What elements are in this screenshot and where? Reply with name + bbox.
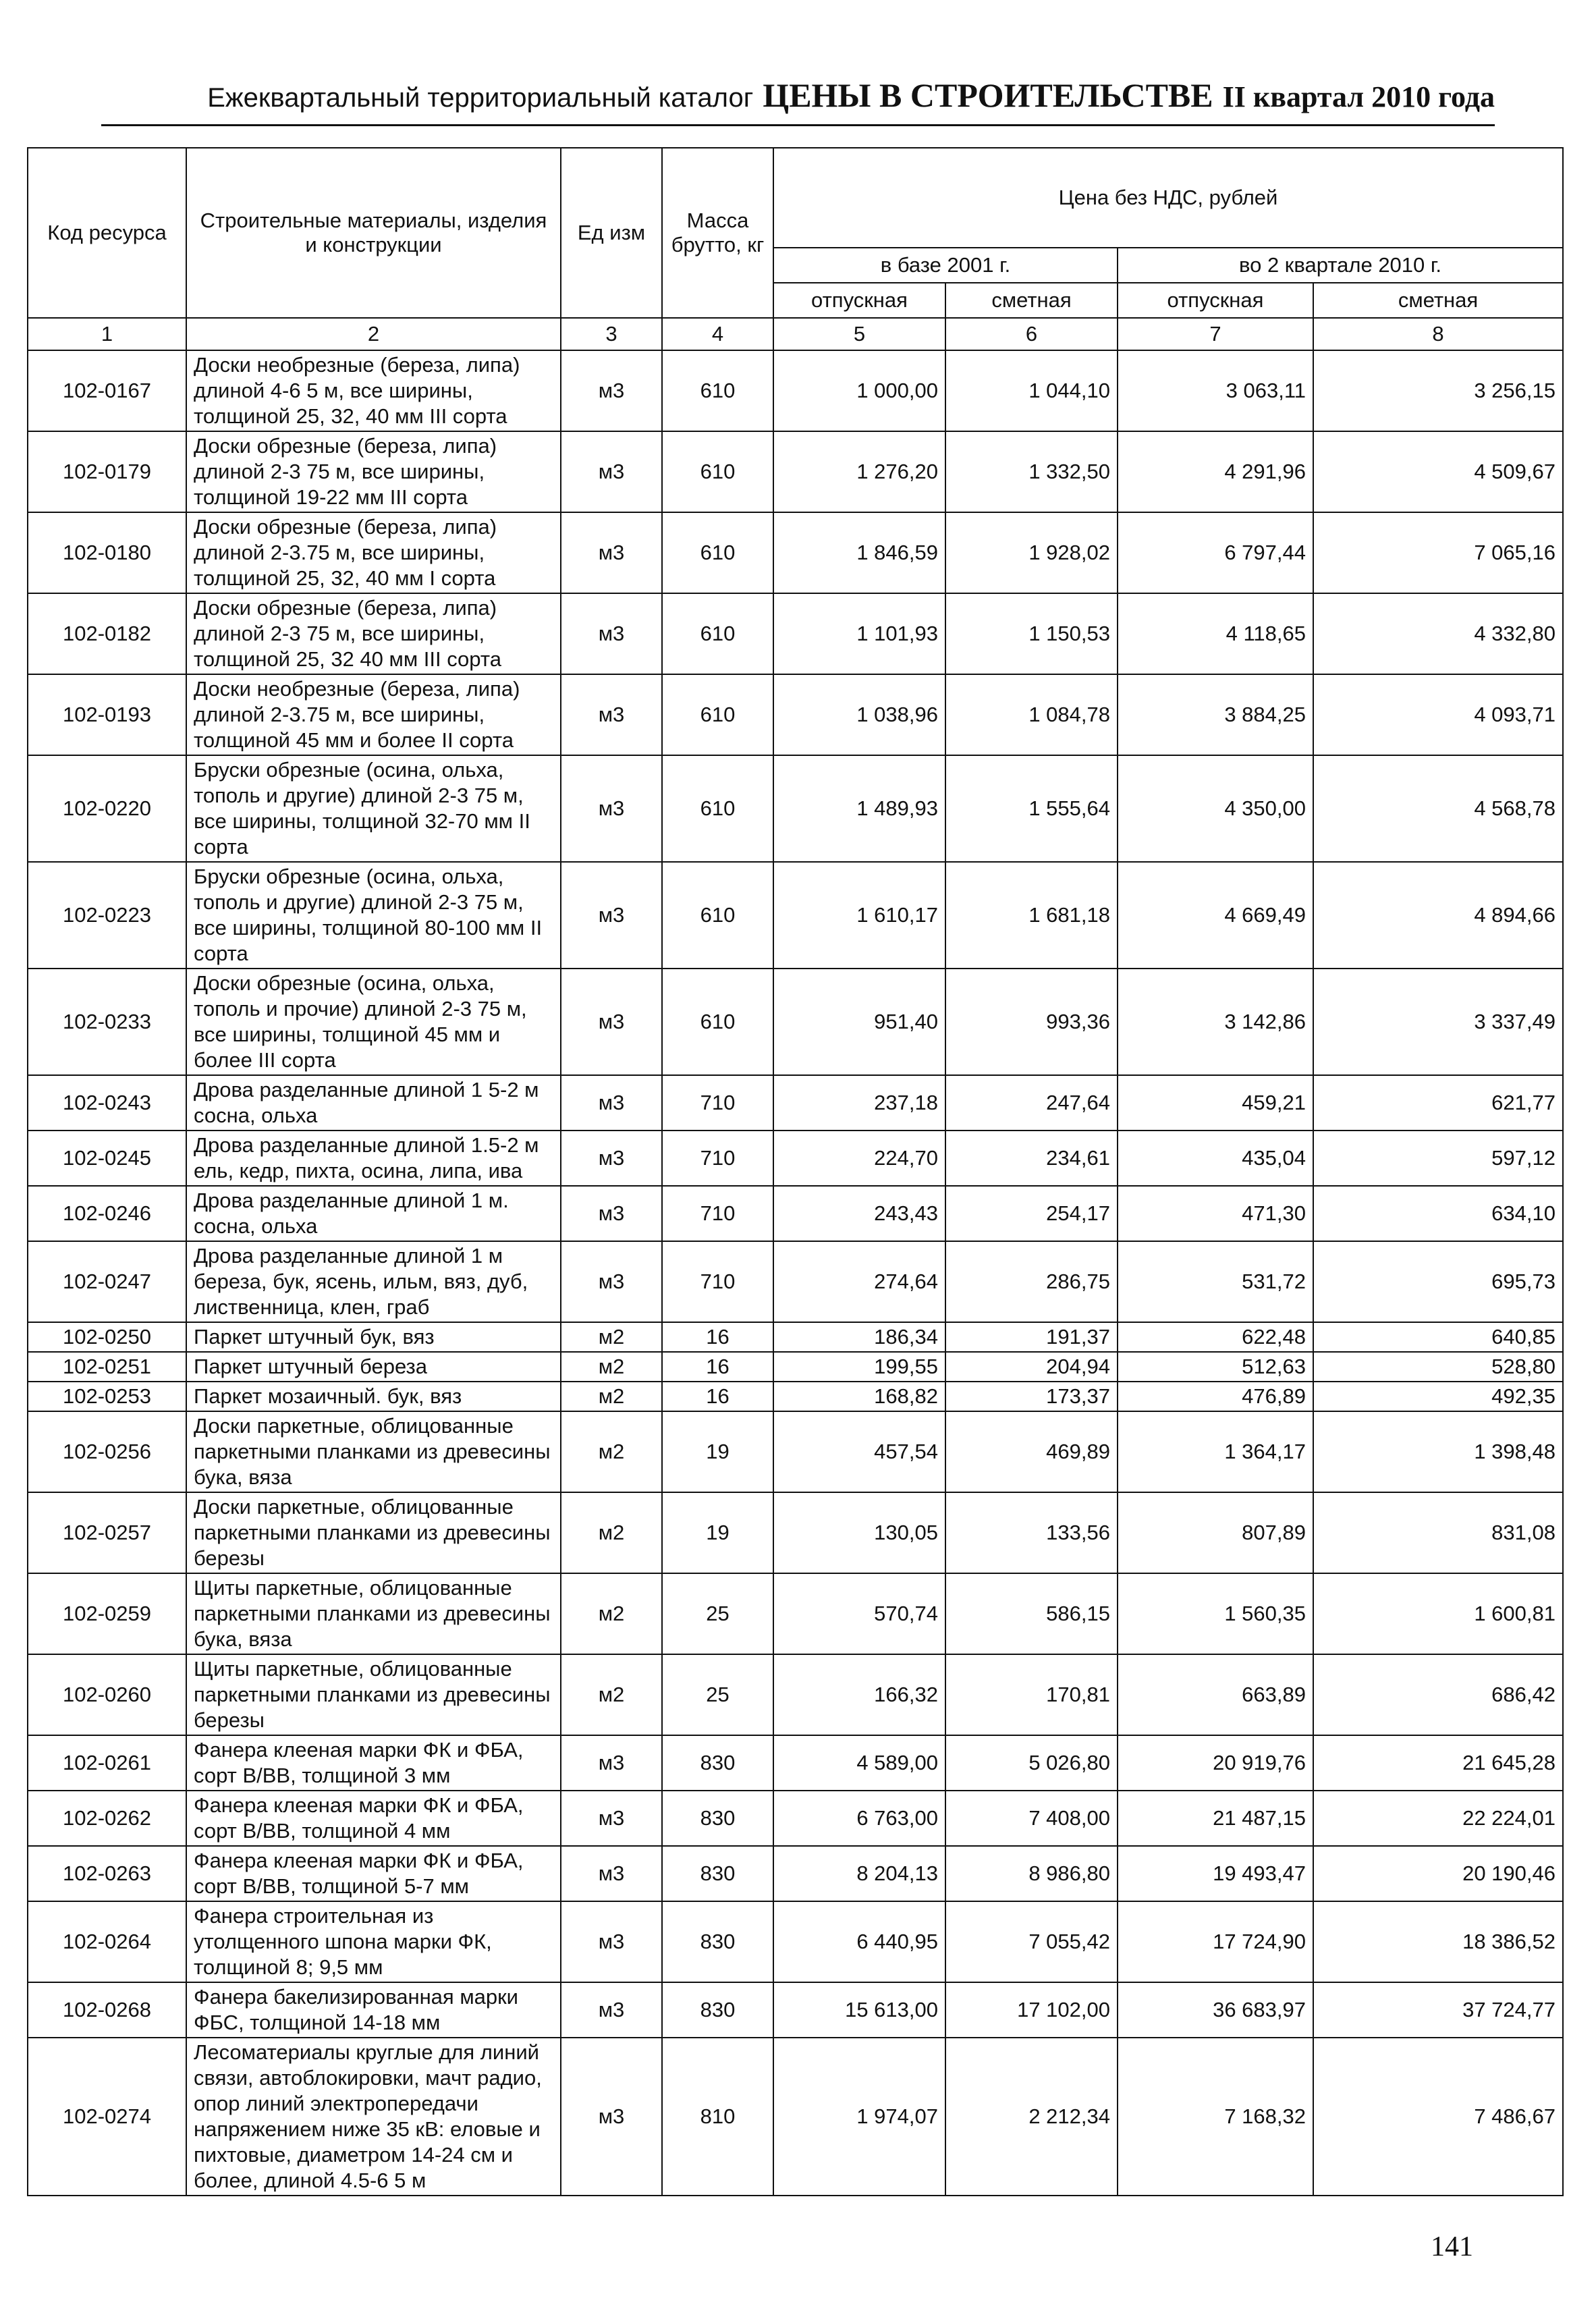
- column-number: 8: [1313, 318, 1563, 350]
- table-row: [28, 350, 1563, 431]
- unit: м3: [561, 1241, 662, 1322]
- material-name: Паркет штучный береза: [186, 1352, 561, 1382]
- base-sell-price: 1 489,93: [773, 755, 945, 862]
- gross-mass: 19: [662, 1492, 773, 1573]
- q2-sell-price: 807,89: [1118, 1492, 1313, 1573]
- gross-mass: 16: [662, 1322, 773, 1352]
- unit: м3: [561, 862, 662, 969]
- gross-mass: 610: [662, 512, 773, 593]
- header-base-estimate: сметная: [945, 283, 1118, 318]
- base-sell-price: 199,55: [773, 1352, 945, 1382]
- q2-estimate-price: 4 568,78: [1313, 755, 1563, 862]
- column-number-row: [28, 318, 1563, 350]
- gross-mass: 830: [662, 1735, 773, 1791]
- q2-estimate-price: 621,77: [1313, 1075, 1563, 1131]
- resource-code: 102-0263: [28, 1846, 186, 1901]
- unit: м3: [561, 1846, 662, 1901]
- table-row: [28, 1791, 1563, 1846]
- q2-estimate-price: 686,42: [1313, 1654, 1563, 1735]
- q2-sell-price: 4 118,65: [1118, 593, 1313, 674]
- q2-sell-price: 471,30: [1118, 1186, 1313, 1241]
- page-number: 141: [1431, 2231, 1473, 2262]
- header-price: Цена без НДС, рублей: [773, 148, 1563, 248]
- q2-sell-price: 435,04: [1118, 1131, 1313, 1186]
- base-sell-price: 274,64: [773, 1241, 945, 1322]
- unit: м3: [561, 1901, 662, 1982]
- q2-sell-price: 17 724,90: [1118, 1901, 1313, 1982]
- q2-sell-price: 1 560,35: [1118, 1573, 1313, 1654]
- catalog-prefix: Ежеквартальный территориальный каталог: [207, 83, 754, 113]
- q2-estimate-price: 3 256,15: [1313, 350, 1563, 431]
- catalog-title: ЦЕНЫ В СТРОИТЕЛЬСТВЕ: [763, 76, 1213, 114]
- base-sell-price: 15 613,00: [773, 1982, 945, 2038]
- resource-code: 102-0250: [28, 1322, 186, 1352]
- table-row: [28, 1982, 1563, 2038]
- column-number: 5: [773, 318, 945, 350]
- q2-estimate-price: 492,35: [1313, 1382, 1563, 1411]
- table-row: [28, 969, 1563, 1075]
- unit: м2: [561, 1322, 662, 1352]
- material-name: Дрова разделанные длиной 1 м. сосна, ольха: [186, 1186, 561, 1241]
- q2-estimate-price: 18 386,52: [1313, 1901, 1563, 1982]
- q2-estimate-price: 528,80: [1313, 1352, 1563, 1382]
- material-name: Дрова разделанные длиной 1 5-2 м сосна, ольха: [186, 1075, 561, 1131]
- q2-sell-price: 512,63: [1118, 1352, 1313, 1382]
- material-name: Доски паркетные, облицованные паркетными планками из древесины березы: [186, 1492, 561, 1573]
- unit: м3: [561, 2038, 662, 2196]
- base-estimate-price: 204,94: [945, 1352, 1118, 1382]
- material-name: Бруски обрезные (осина, ольха, тополь и другие) длиной 2-3 75 м, все ширины, толщиной 80-100 мм II сорта: [186, 862, 561, 969]
- table-row: [28, 593, 1563, 674]
- table-row: [28, 1352, 1563, 1382]
- resource-code: 102-0247: [28, 1241, 186, 1322]
- base-sell-price: 457,54: [773, 1411, 945, 1492]
- unit: м3: [561, 674, 662, 755]
- material-name: Фанера клееная марки ФК и ФБА, сорт В/ВВ, толщиной 5-7 мм: [186, 1846, 561, 1901]
- base-estimate-price: 286,75: [945, 1241, 1118, 1322]
- table-row: [28, 1322, 1563, 1352]
- q2-sell-price: 476,89: [1118, 1382, 1313, 1411]
- table-row: [28, 862, 1563, 969]
- header-unit: Ед изм: [561, 148, 662, 318]
- base-sell-price: 1 000,00: [773, 350, 945, 431]
- material-name: Доски обрезные (береза, липа) длиной 2-3 75 м, все ширины, толщиной 19-22 мм III сорта: [186, 431, 561, 512]
- table-row: [28, 1492, 1563, 1573]
- resource-code: 102-0179: [28, 431, 186, 512]
- header-mass: Масса брутто, кг: [662, 148, 773, 318]
- resource-code: 102-0243: [28, 1075, 186, 1131]
- base-estimate-price: 1 084,78: [945, 674, 1118, 755]
- material-name: Доски обрезные (осина, ольха, тополь и прочие) длиной 2-3 75 м, все ширины, толщиной 45 мм и более III сорта: [186, 969, 561, 1075]
- q2-estimate-price: 21 645,28: [1313, 1735, 1563, 1791]
- q2-sell-price: 20 919,76: [1118, 1735, 1313, 1791]
- header-q2-sell: отпускная: [1118, 283, 1313, 318]
- q2-estimate-price: 640,85: [1313, 1322, 1563, 1352]
- gross-mass: 610: [662, 593, 773, 674]
- base-sell-price: 951,40: [773, 969, 945, 1075]
- resource-code: 102-0223: [28, 862, 186, 969]
- table-row: [28, 431, 1563, 512]
- page-header: [101, 76, 1495, 126]
- resource-code: 102-0251: [28, 1352, 186, 1382]
- material-name: Лесоматериалы круглые для линий связи, автоблокировки, мачт радио, опор линий электропередачи напряжением ниже 35 кВ: еловые и пихтовые, диаметром 14-24 см и более, длиной 4.5-6 5 м: [186, 2038, 561, 2196]
- unit: м3: [561, 1131, 662, 1186]
- gross-mass: 16: [662, 1382, 773, 1411]
- table-row: [28, 1382, 1563, 1411]
- q2-estimate-price: 3 337,49: [1313, 969, 1563, 1075]
- q2-sell-price: 4 350,00: [1118, 755, 1313, 862]
- column-number: 7: [1118, 318, 1313, 350]
- base-estimate-price: 1 555,64: [945, 755, 1118, 862]
- material-name: Фанера бакелизированная марки ФБС, толщиной 14-18 мм: [186, 1982, 561, 2038]
- gross-mass: 610: [662, 862, 773, 969]
- table-row: [28, 1846, 1563, 1901]
- base-estimate-price: 8 986,80: [945, 1846, 1118, 1901]
- material-name: Фанера клееная марки ФК и ФБА, сорт В/ВВ, толщиной 4 мм: [186, 1791, 561, 1846]
- resource-code: 102-0261: [28, 1735, 186, 1791]
- unit: м3: [561, 1186, 662, 1241]
- material-name: Фанера строительная из утолщенного шпона марки ФК, толщиной 8; 9,5 мм: [186, 1901, 561, 1982]
- q2-sell-price: 663,89: [1118, 1654, 1313, 1735]
- q2-sell-price: 6 797,44: [1118, 512, 1313, 593]
- resource-code: 102-0253: [28, 1382, 186, 1411]
- base-estimate-price: 247,64: [945, 1075, 1118, 1131]
- resource-code: 102-0256: [28, 1411, 186, 1492]
- gross-mass: 16: [662, 1352, 773, 1382]
- table-row: [28, 755, 1563, 862]
- base-estimate-price: 7 408,00: [945, 1791, 1118, 1846]
- unit: м3: [561, 1075, 662, 1131]
- q2-sell-price: 4 291,96: [1118, 431, 1313, 512]
- material-name: Доски паркетные, облицованные паркетными планками из древесины бука, вяза: [186, 1411, 561, 1492]
- base-sell-price: 1 974,07: [773, 2038, 945, 2196]
- table-row: [28, 1131, 1563, 1186]
- q2-sell-price: 459,21: [1118, 1075, 1313, 1131]
- resource-code: 102-0268: [28, 1982, 186, 2038]
- unit: м2: [561, 1382, 662, 1411]
- q2-sell-price: 7 168,32: [1118, 2038, 1313, 2196]
- material-name: Щиты паркетные, облицованные паркетными планками из древесины бука, вяза: [186, 1573, 561, 1654]
- header-q2: во 2 квартале 2010 г.: [1118, 248, 1563, 283]
- base-sell-price: 4 589,00: [773, 1735, 945, 1791]
- column-number: 3: [561, 318, 662, 350]
- gross-mass: 610: [662, 674, 773, 755]
- unit: м3: [561, 431, 662, 512]
- unit: м2: [561, 1352, 662, 1382]
- table-row: [28, 1075, 1563, 1131]
- material-name: Щиты паркетные, облицованные паркетными планками из древесины березы: [186, 1654, 561, 1735]
- table-row: [28, 1735, 1563, 1791]
- base-sell-price: 1 101,93: [773, 593, 945, 674]
- table-row: [28, 512, 1563, 593]
- q2-estimate-price: 1 398,48: [1313, 1411, 1563, 1492]
- table-row: [28, 2038, 1563, 2196]
- unit: м3: [561, 593, 662, 674]
- resource-code: 102-0180: [28, 512, 186, 593]
- column-number: 4: [662, 318, 773, 350]
- base-estimate-price: 1 681,18: [945, 862, 1118, 969]
- q2-sell-price: 3 063,11: [1118, 350, 1313, 431]
- resource-code: 102-0220: [28, 755, 186, 862]
- unit: м3: [561, 1735, 662, 1791]
- q2-estimate-price: 4 332,80: [1313, 593, 1563, 674]
- q2-sell-price: 4 669,49: [1118, 862, 1313, 969]
- gross-mass: 830: [662, 1791, 773, 1846]
- base-estimate-price: 2 212,34: [945, 2038, 1118, 2196]
- unit: м3: [561, 1791, 662, 1846]
- base-sell-price: 6 763,00: [773, 1791, 945, 1846]
- resource-code: 102-0264: [28, 1901, 186, 1982]
- unit: м3: [561, 1982, 662, 2038]
- unit: м2: [561, 1573, 662, 1654]
- header-base: в базе 2001 г.: [773, 248, 1118, 283]
- gross-mass: 19: [662, 1411, 773, 1492]
- table-row: [28, 1573, 1563, 1654]
- q2-estimate-price: 831,08: [1313, 1492, 1563, 1573]
- material-name: Доски обрезные (береза, липа) длиной 2-3 75 м, все ширины, толщиной 25, 32 40 мм III сорта: [186, 593, 561, 674]
- base-sell-price: 237,18: [773, 1075, 945, 1131]
- table-body: [28, 350, 1563, 2196]
- resource-code: 102-0246: [28, 1186, 186, 1241]
- unit: м2: [561, 1411, 662, 1492]
- resource-code: 102-0233: [28, 969, 186, 1075]
- unit: м2: [561, 1654, 662, 1735]
- base-estimate-price: 1 928,02: [945, 512, 1118, 593]
- resource-code: 102-0257: [28, 1492, 186, 1573]
- header-base-sell: отпускная: [773, 283, 945, 318]
- gross-mass: 710: [662, 1075, 773, 1131]
- base-estimate-price: 234,61: [945, 1131, 1118, 1186]
- column-number: 6: [945, 318, 1118, 350]
- base-sell-price: 1 276,20: [773, 431, 945, 512]
- q2-estimate-price: 22 224,01: [1313, 1791, 1563, 1846]
- base-sell-price: 186,34: [773, 1322, 945, 1352]
- base-estimate-price: 5 026,80: [945, 1735, 1118, 1791]
- base-estimate-price: 17 102,00: [945, 1982, 1118, 2038]
- base-sell-price: 224,70: [773, 1131, 945, 1186]
- resource-code: 102-0262: [28, 1791, 186, 1846]
- gross-mass: 610: [662, 431, 773, 512]
- material-name: Бруски обрезные (осина, ольха, тополь и другие) длиной 2-3 75 м, все ширины, толщиной 32-70 мм II сорта: [186, 755, 561, 862]
- table-row: [28, 1411, 1563, 1492]
- gross-mass: 25: [662, 1654, 773, 1735]
- material-name: Фанера клееная марки ФК и ФБА, сорт В/ВВ, толщиной 3 мм: [186, 1735, 561, 1791]
- base-estimate-price: 254,17: [945, 1186, 1118, 1241]
- base-estimate-price: 191,37: [945, 1322, 1118, 1352]
- gross-mass: 830: [662, 1982, 773, 2038]
- table-row: [28, 1241, 1563, 1322]
- unit: м2: [561, 1492, 662, 1573]
- base-sell-price: 8 204,13: [773, 1846, 945, 1901]
- q2-sell-price: 3 884,25: [1118, 674, 1313, 755]
- unit: м3: [561, 755, 662, 862]
- q2-estimate-price: 7 486,67: [1313, 2038, 1563, 2196]
- base-sell-price: 168,82: [773, 1382, 945, 1411]
- q2-estimate-price: 634,10: [1313, 1186, 1563, 1241]
- gross-mass: 710: [662, 1241, 773, 1322]
- q2-estimate-price: 20 190,46: [1313, 1846, 1563, 1901]
- base-sell-price: 570,74: [773, 1573, 945, 1654]
- gross-mass: 830: [662, 1846, 773, 1901]
- q2-sell-price: 19 493,47: [1118, 1846, 1313, 1901]
- price-table: [27, 147, 1564, 2196]
- gross-mass: 810: [662, 2038, 773, 2196]
- gross-mass: 610: [662, 350, 773, 431]
- base-estimate-price: 133,56: [945, 1492, 1118, 1573]
- base-sell-price: 1 038,96: [773, 674, 945, 755]
- table-row: [28, 1654, 1563, 1735]
- q2-sell-price: 3 142,86: [1118, 969, 1313, 1075]
- gross-mass: 610: [662, 755, 773, 862]
- base-sell-price: 243,43: [773, 1186, 945, 1241]
- header-code: Код ресурса: [28, 148, 186, 318]
- column-number: 2: [186, 318, 561, 350]
- table-row: [28, 1901, 1563, 1982]
- column-number: 1: [28, 318, 186, 350]
- q2-estimate-price: 695,73: [1313, 1241, 1563, 1322]
- q2-estimate-price: 4 093,71: [1313, 674, 1563, 755]
- base-estimate-price: 993,36: [945, 969, 1118, 1075]
- base-estimate-price: 170,81: [945, 1654, 1118, 1735]
- q2-sell-price: 21 487,15: [1118, 1791, 1313, 1846]
- resource-code: 102-0260: [28, 1654, 186, 1735]
- gross-mass: 610: [662, 969, 773, 1075]
- header-name: Строительные материалы, изделия и конструкции: [186, 148, 561, 318]
- q2-estimate-price: 597,12: [1313, 1131, 1563, 1186]
- table-row: [28, 674, 1563, 755]
- resource-code: 102-0259: [28, 1573, 186, 1654]
- base-estimate-price: 1 044,10: [945, 350, 1118, 431]
- base-estimate-price: 173,37: [945, 1382, 1118, 1411]
- base-estimate-price: 1 150,53: [945, 593, 1118, 674]
- base-sell-price: 130,05: [773, 1492, 945, 1573]
- q2-estimate-price: 37 724,77: [1313, 1982, 1563, 2038]
- material-name: Дрова разделанные длиной 1.5-2 м ель, кедр, пихта, осина, липа, ива: [186, 1131, 561, 1186]
- resource-code: 102-0167: [28, 350, 186, 431]
- q2-sell-price: 1 364,17: [1118, 1411, 1313, 1492]
- material-name: Паркет мозаичный. бук, вяз: [186, 1382, 561, 1411]
- resource-code: 102-0193: [28, 674, 186, 755]
- q2-sell-price: 36 683,97: [1118, 1982, 1313, 2038]
- q2-estimate-price: 4 894,66: [1313, 862, 1563, 969]
- material-name: Доски необрезные (береза, липа) длиной 4-6 5 м, все ширины, толщиной 25, 32, 40 мм III сорта: [186, 350, 561, 431]
- gross-mass: 25: [662, 1573, 773, 1654]
- material-name: Доски обрезные (береза, липа) длиной 2-3.75 м, все ширины, толщиной 25, 32, 40 мм I сорта: [186, 512, 561, 593]
- base-sell-price: 1 610,17: [773, 862, 945, 969]
- base-estimate-price: 7 055,42: [945, 1901, 1118, 1982]
- gross-mass: 710: [662, 1186, 773, 1241]
- base-sell-price: 166,32: [773, 1654, 945, 1735]
- catalog-period: II квартал 2010 года: [1222, 80, 1495, 113]
- gross-mass: 710: [662, 1131, 773, 1186]
- base-estimate-price: 1 332,50: [945, 431, 1118, 512]
- q2-estimate-price: 4 509,67: [1313, 431, 1563, 512]
- base-sell-price: 6 440,95: [773, 1901, 945, 1982]
- base-sell-price: 1 846,59: [773, 512, 945, 593]
- material-name: Доски необрезные (береза, липа) длиной 2-3.75 м, все ширины, толщиной 45 мм и более II сорта: [186, 674, 561, 755]
- q2-estimate-price: 1 600,81: [1313, 1573, 1563, 1654]
- q2-sell-price: 622,48: [1118, 1322, 1313, 1352]
- resource-code: 102-0274: [28, 2038, 186, 2196]
- base-estimate-price: 469,89: [945, 1411, 1118, 1492]
- table-row: [28, 1186, 1563, 1241]
- resource-code: 102-0182: [28, 593, 186, 674]
- material-name: Дрова разделанные длиной 1 м береза, бук, ясень, ильм, вяз, дуб, лиственница, клен, граб: [186, 1241, 561, 1322]
- unit: м3: [561, 512, 662, 593]
- unit: м3: [561, 969, 662, 1075]
- base-estimate-price: 586,15: [945, 1573, 1118, 1654]
- resource-code: 102-0245: [28, 1131, 186, 1186]
- material-name: Паркет штучный бук, вяз: [186, 1322, 561, 1352]
- q2-estimate-price: 7 065,16: [1313, 512, 1563, 593]
- q2-sell-price: 531,72: [1118, 1241, 1313, 1322]
- header-q2-estimate: сметная: [1313, 283, 1563, 318]
- gross-mass: 830: [662, 1901, 773, 1982]
- unit: м3: [561, 350, 662, 431]
